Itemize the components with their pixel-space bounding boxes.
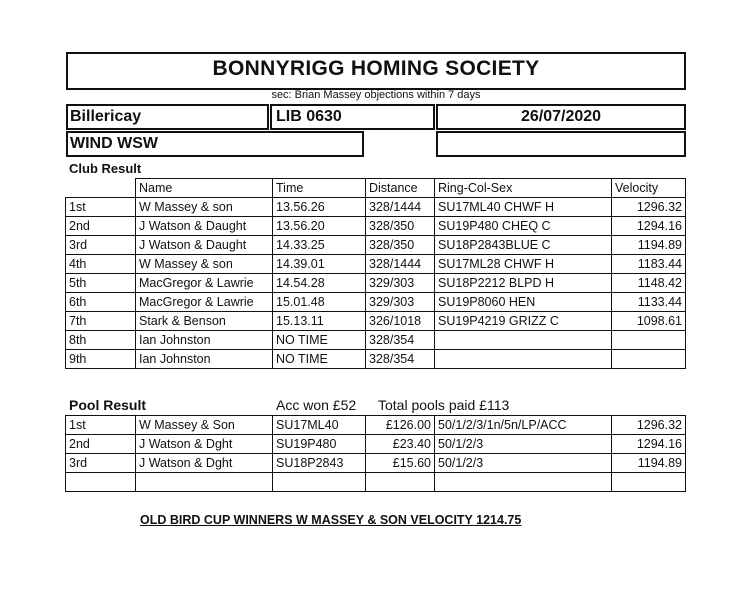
total-pools-paid: Total pools paid £113 — [378, 397, 510, 413]
velocity: 1294.16 — [612, 435, 686, 454]
fancier-name: MacGregor & Lawrie — [136, 293, 273, 312]
table-row — [66, 454, 686, 473]
ring-number: SU19P480 — [273, 435, 366, 454]
fancier-name: J Watson & Dght — [136, 435, 273, 454]
fancier-name: W Massey & Son — [136, 416, 273, 435]
table-row — [66, 217, 686, 236]
velocity: 1183.44 — [612, 255, 686, 274]
ring-col-sex: SU19P480 CHEQ C — [435, 217, 612, 236]
fancier-name: Ian Johnston — [136, 350, 273, 369]
clock-time: 14.33.25 — [273, 236, 366, 255]
position: 2nd — [66, 435, 136, 454]
velocity: 1194.89 — [612, 236, 686, 255]
club-result-table — [65, 178, 686, 369]
race-date: 26/07/2020 — [520, 108, 602, 125]
table-row — [66, 435, 686, 454]
distance: 328/354 — [366, 331, 435, 350]
cup-winners-note: OLD BIRD CUP WINNERS W MASSEY & SON VELOCITY 1214.75 — [140, 513, 522, 527]
header-name: Name — [136, 179, 273, 198]
club-header-row — [66, 179, 686, 198]
pool-amount: £126.00 — [366, 416, 435, 435]
fancier-name: J Watson & Daught — [136, 236, 273, 255]
fancier-name: W Massey & son — [136, 255, 273, 274]
position: 4th — [66, 255, 136, 274]
position: 5th — [66, 274, 136, 293]
header-velocity: Velocity — [612, 179, 686, 198]
fancier-name: J Watson & Daught — [136, 217, 273, 236]
distance: 328/1444 — [366, 198, 435, 217]
table-row — [66, 198, 686, 217]
ring-col-sex: SU17ML28 CHWF H — [435, 255, 612, 274]
ring-col-sex — [435, 350, 612, 369]
header-ring: Ring-Col-Sex — [435, 179, 612, 198]
fancier-name: W Massey & son — [136, 198, 273, 217]
clock-time: 14.39.01 — [273, 255, 366, 274]
distance: 329/303 — [366, 274, 435, 293]
location: Billericay — [70, 108, 142, 125]
distance: 328/350 — [366, 236, 435, 255]
position: 8th — [66, 331, 136, 350]
ring-col-sex: SU18P2843BLUE C — [435, 236, 612, 255]
table-row — [66, 274, 686, 293]
position: 1st — [66, 416, 136, 435]
velocity: 1194.89 — [612, 454, 686, 473]
velocity — [612, 350, 686, 369]
position: 3rd — [66, 236, 136, 255]
secretary-line: sec: Brian Massey objections within 7 days — [271, 89, 481, 101]
ring-col-sex: SU19P4219 GRIZZ C — [435, 312, 612, 331]
velocity: 1148.42 — [612, 274, 686, 293]
clock-time: NO TIME — [273, 331, 366, 350]
clock-time: 15.01.48 — [273, 293, 366, 312]
header-distance: Distance — [366, 179, 435, 198]
clock-time: 15.13.11 — [273, 312, 366, 331]
table-row — [66, 331, 686, 350]
acc-won: Acc won £52 — [276, 397, 357, 413]
blank-box — [436, 131, 686, 157]
ring-col-sex: SU18P2212 BLPD H — [435, 274, 612, 293]
table-row — [66, 312, 686, 331]
distance: 328/1444 — [366, 255, 435, 274]
ring-col-sex — [435, 331, 612, 350]
ring-number: SU17ML40 — [273, 416, 366, 435]
position: 9th — [66, 350, 136, 369]
fancier-name: Ian Johnston — [136, 331, 273, 350]
fancier-name: Stark & Benson — [136, 312, 273, 331]
society-title: BONNYRIGG HOMING SOCIETY — [212, 57, 540, 80]
distance: 328/354 — [366, 350, 435, 369]
fancier-name: MacGregor & Lawrie — [136, 274, 273, 293]
velocity: 1133.44 — [612, 293, 686, 312]
pool-result-table — [65, 415, 686, 492]
ring-number: SU18P2843 — [273, 454, 366, 473]
clock-time: 14.54.28 — [273, 274, 366, 293]
table-row — [66, 236, 686, 255]
pool-result-label: Pool Result — [69, 397, 147, 413]
position: 1st — [66, 198, 136, 217]
pool-amount: £23.40 — [366, 435, 435, 454]
header-time: Time — [273, 179, 366, 198]
table-row — [66, 255, 686, 274]
club-result-label: Club Result — [69, 161, 142, 176]
velocity: 1296.32 — [612, 416, 686, 435]
position: 3rd — [66, 454, 136, 473]
clock-time: 13.56.26 — [273, 198, 366, 217]
pools-won: 50/1/2/3/1n/5n/LP/ACC — [435, 416, 612, 435]
distance: 328/350 — [366, 217, 435, 236]
wind: WIND WSW — [70, 135, 158, 152]
velocity: 1294.16 — [612, 217, 686, 236]
position: 7th — [66, 312, 136, 331]
velocity: 1296.32 — [612, 198, 686, 217]
pools-won: 50/1/2/3 — [435, 435, 612, 454]
pool-amount: £15.60 — [366, 454, 435, 473]
ring-col-sex: SU19P8060 HEN — [435, 293, 612, 312]
clock-time: 13.56.20 — [273, 217, 366, 236]
velocity: 1098.61 — [612, 312, 686, 331]
table-row — [66, 416, 686, 435]
liberation-time: LIB 0630 — [276, 108, 342, 125]
distance: 326/1018 — [366, 312, 435, 331]
clock-time: NO TIME — [273, 350, 366, 369]
position: 2nd — [66, 217, 136, 236]
pools-won: 50/1/2/3 — [435, 454, 612, 473]
position: 6th — [66, 293, 136, 312]
table-row — [66, 293, 686, 312]
velocity — [612, 331, 686, 350]
distance: 329/303 — [366, 293, 435, 312]
table-row-empty — [66, 473, 686, 492]
ring-col-sex: SU17ML40 CHWF H — [435, 198, 612, 217]
fancier-name: J Watson & Dght — [136, 454, 273, 473]
table-row — [66, 350, 686, 369]
